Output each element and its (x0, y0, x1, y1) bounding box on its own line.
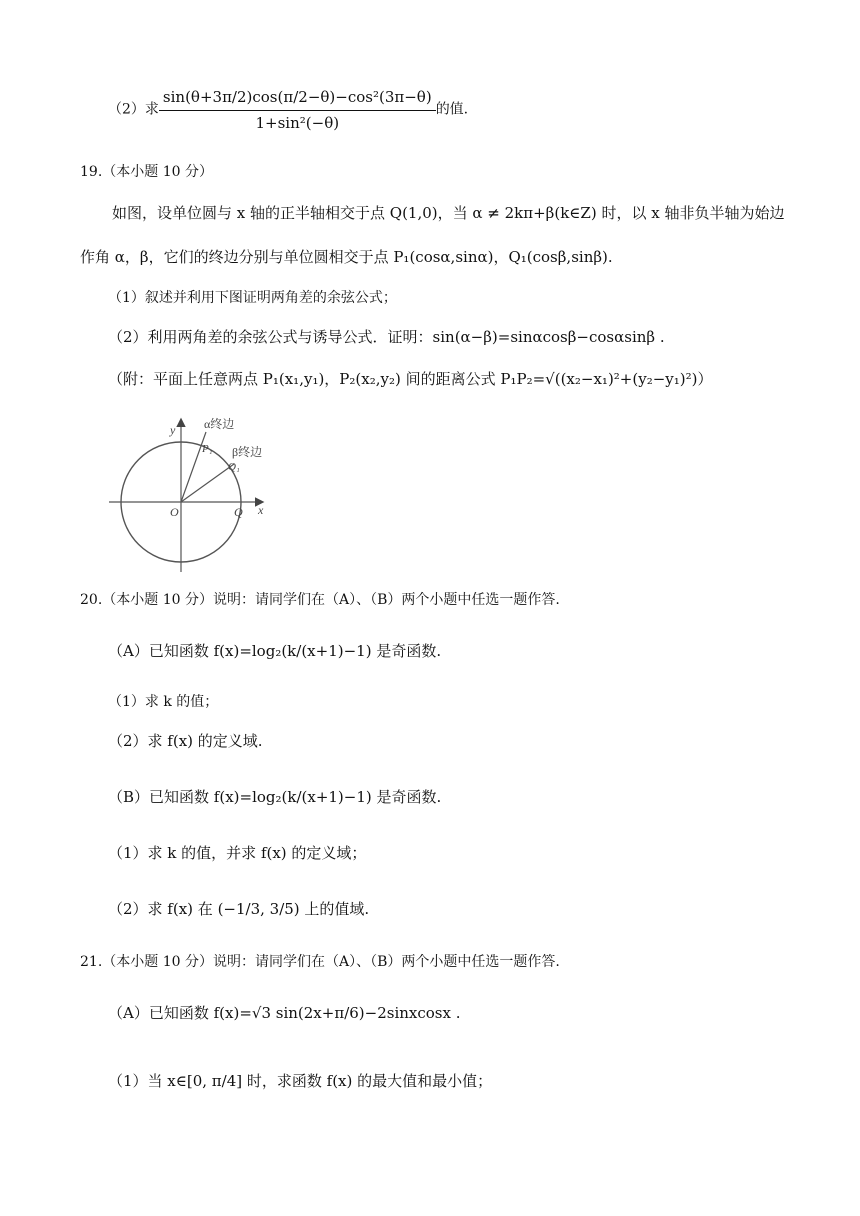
q21-a-1: （1）当 x∈[0, π/4] 时，求函数 f(x) 的最大值和最小值； (108, 1072, 493, 1090)
unit-circle-figure (104, 412, 284, 577)
label-q1: Q₁ (228, 461, 240, 473)
label-p1: P₁ (202, 443, 213, 455)
q18-suffix: 的值. (435, 101, 469, 118)
q20-a-stem: （A）已知函数 f(x)=log₂(k/(x+1)−1) 是奇函数. (108, 642, 442, 660)
q20-a-1: （1）求 k 的值； (108, 694, 219, 710)
q21-a-stem: （A）已知函数 f(x)=√3 sin(2x+π/6)−2sinxcosx . (108, 1004, 461, 1022)
q19-intro-2: 作角 α，β，它们的终边分别与单位圆相交于点 P₁(cosα,sinα)，Q₁(cosβ,sinβ). (80, 248, 613, 266)
q19-heading: 19.（本小题 10 分） (80, 164, 213, 180)
q19-note: （附：平面上任意两点 P₁(x₁,y₁)，P₂(x₂,y₂) 间的距离公式 P₁P₂=√((x₂−x₁)²+(y₂−y₁)²)） (108, 370, 713, 388)
q20-a-2: （2）求 f(x) 的定义域. (108, 732, 263, 750)
label-alpha: α终边 (204, 417, 235, 431)
q21-heading: 21.（本小题 10 分）说明：请同学们在（A）、（B）两个小题中任选一题作答. (80, 954, 560, 970)
label-y: y (170, 423, 176, 437)
q20-b-1: （1）求 k 的值，并求 f(x) 的定义域； (108, 844, 367, 862)
label-beta: β终边 (232, 445, 263, 459)
q19-part1: （1）叙述并利用下图证明两角差的余弦公式； (108, 290, 397, 306)
q20-b-2: （2）求 f(x) 在 (−1/3, 3/5) 上的值域. (108, 900, 370, 918)
q18-fraction-numerator: sin(θ+3π/2)cos(π/2−θ)−cos²(3π−θ) (159, 88, 436, 111)
q19-part2: （2）利用两角差的余弦公式与诱导公式．证明：sin(α−β)=sinαcosβ−cosαsinβ . (108, 328, 665, 346)
q20-heading: 20.（本小题 10 分）说明：请同学们在（A）、（B）两个小题中任选一题作答. (80, 592, 560, 608)
q18-part2-label: （2）求 (108, 101, 159, 118)
label-x: x (258, 503, 264, 517)
q20-b-stem: （B）已知函数 f(x)=log₂(k/(x+1)−1) 是奇函数. (108, 788, 442, 806)
q18-part2 (108, 88, 468, 133)
beta-terminal-side (181, 464, 234, 502)
label-o: O (170, 505, 179, 519)
q18-fraction-denominator: 1+sin²(−θ) (255, 113, 340, 132)
q19-intro-1: 如图，设单位圆与 x 轴的正半轴相交于点 Q(1,0)，当 α ≠ 2kπ+β(k∈Z) 时，以 x 轴非负半轴为始边 (112, 204, 785, 222)
q18-fraction (159, 88, 436, 133)
label-q: Q (234, 505, 243, 519)
